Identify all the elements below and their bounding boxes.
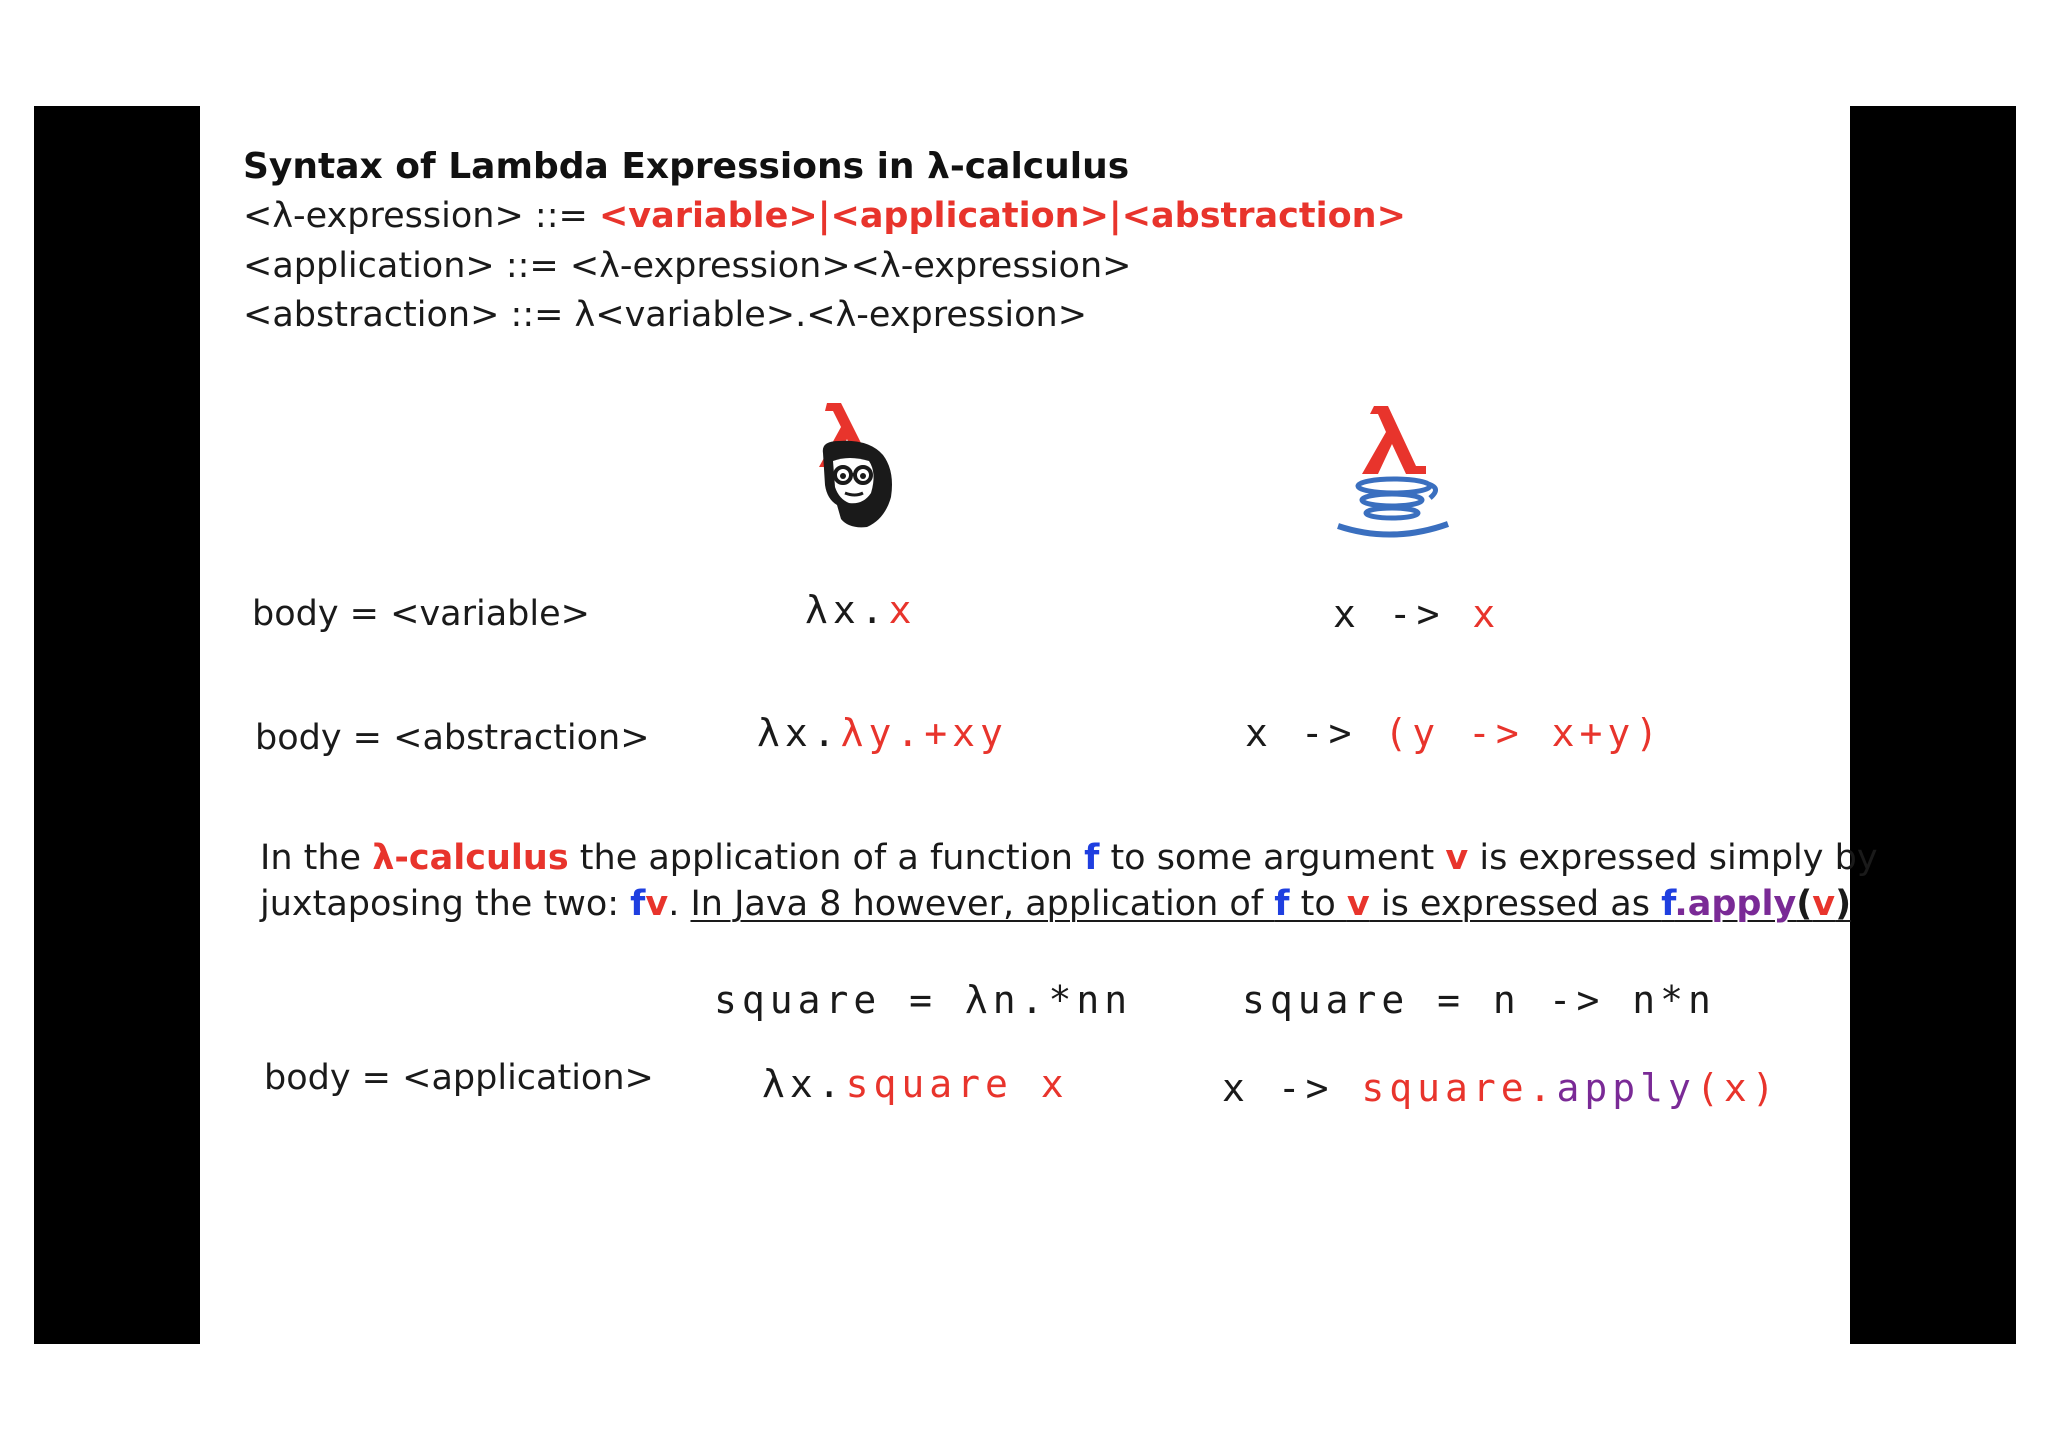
f-term: f xyxy=(630,884,646,924)
java-receiver: square. xyxy=(1361,1066,1557,1110)
grammar-rule-abstraction: <abstraction> ::= λ<variable>.<λ-expression> xyxy=(243,295,1088,335)
underlined-text: In Java 8 however, application of xyxy=(690,884,1275,924)
calc-body: square x xyxy=(845,1062,1069,1106)
v-term: v xyxy=(1812,884,1836,924)
java-lambda-cup-icon xyxy=(1330,404,1455,544)
calc-binder: λx. xyxy=(762,1062,846,1106)
f-term: f xyxy=(1274,884,1290,924)
grammar-lhs: <λ-expression> ::= xyxy=(243,196,599,236)
f-term: f xyxy=(1084,838,1100,878)
java-expr-application xyxy=(1222,1066,1780,1110)
calc-binder: λx. xyxy=(805,588,889,632)
text: juxtaposing the two: xyxy=(260,884,631,924)
f-term: f xyxy=(1661,884,1675,924)
paren: ) xyxy=(1835,884,1852,924)
java-param: x -> xyxy=(1333,592,1473,636)
row-label-application: body = <application> xyxy=(264,1058,654,1098)
underlined-text: is expressed as xyxy=(1369,884,1662,924)
java-body: (y -> x+y) xyxy=(1384,711,1664,755)
text: the application of a function xyxy=(568,838,1085,878)
grammar-rule-expression xyxy=(243,196,1406,236)
v-term: v xyxy=(1346,884,1370,924)
calc-body: x xyxy=(888,588,917,632)
java-expr-variable xyxy=(1333,592,1500,636)
java-param: x -> xyxy=(1222,1066,1362,1110)
calc-binder: λx. xyxy=(757,711,841,755)
row-label-variable: body = <variable> xyxy=(252,594,590,634)
calc-expr-abstraction xyxy=(757,711,1008,755)
letterbox-left xyxy=(34,106,200,1344)
underlined-text: to xyxy=(1289,884,1347,924)
java-param: x -> xyxy=(1245,711,1385,755)
grammar-rhs: <variable>|<application>|<abstraction> xyxy=(598,196,1406,236)
text: to some argument xyxy=(1099,838,1446,878)
text: In the xyxy=(260,838,373,878)
java-expr-abstraction xyxy=(1245,711,1663,755)
java-apply: apply xyxy=(1556,1066,1696,1110)
square-calc-definition: square = λn.*nn xyxy=(714,978,1133,1022)
calc-body: λy.+xy xyxy=(840,711,1008,755)
paragraph-line-2 xyxy=(260,884,1851,924)
text: is expressed simply by xyxy=(1468,838,1878,878)
apply-term: .apply xyxy=(1674,884,1797,924)
calc-expr-application xyxy=(762,1062,1069,1106)
text: . xyxy=(668,884,691,924)
square-java-definition: square = n -> n*n xyxy=(1242,978,1716,1022)
slide xyxy=(200,106,1878,1344)
java-body: x xyxy=(1472,592,1501,636)
slide-title: Syntax of Lambda Expressions in λ-calculus xyxy=(243,146,1130,187)
calc-expr-variable xyxy=(805,588,917,632)
v-term: v xyxy=(645,884,669,924)
letterbox-right xyxy=(1850,106,2016,1344)
lambda-calculus-term: λ-calculus xyxy=(372,838,569,878)
java-arg: (x) xyxy=(1695,1066,1780,1110)
paren: ( xyxy=(1796,884,1813,924)
paragraph-line-1 xyxy=(260,838,1878,878)
grammar-rule-application: <application> ::= <λ-expression><λ-expression> xyxy=(243,246,1132,286)
v-term: v xyxy=(1445,838,1469,878)
row-label-abstraction: body = <abstraction> xyxy=(255,718,650,758)
church-lambda-portrait-icon xyxy=(805,401,905,536)
